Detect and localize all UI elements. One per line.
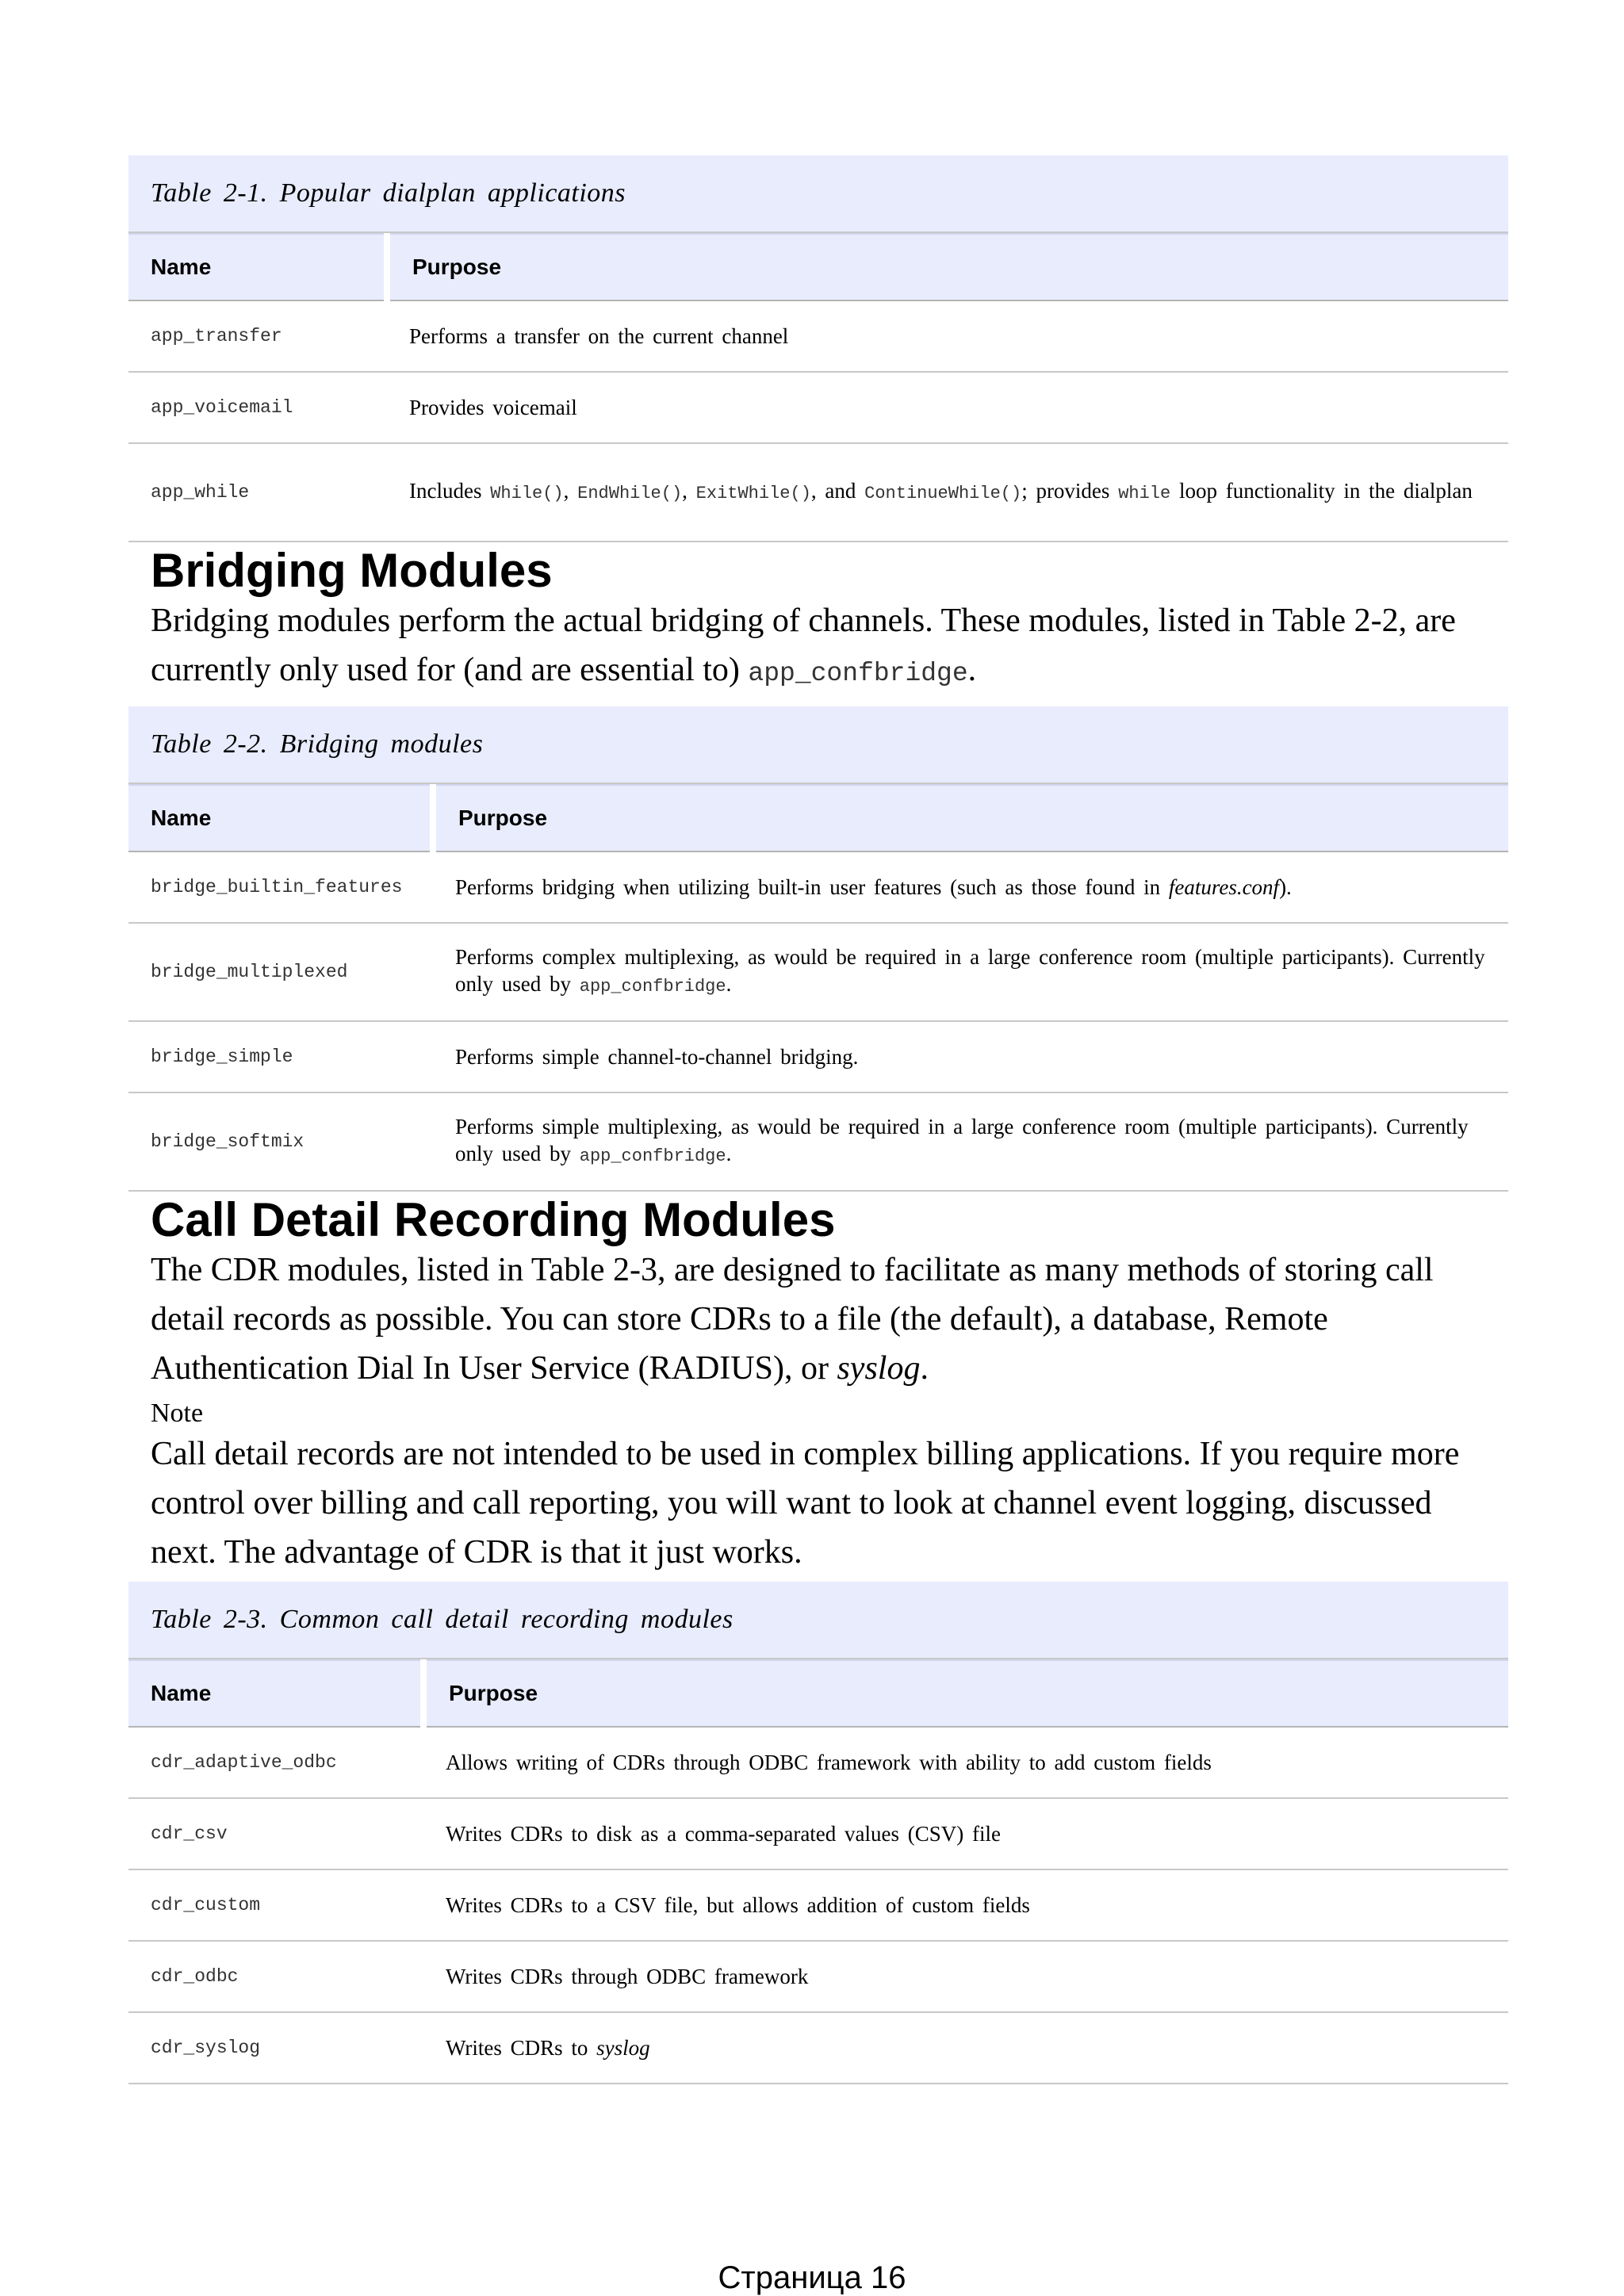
cell-name: bridge_softmix bbox=[128, 1093, 433, 1191]
note-label: Note bbox=[151, 1399, 204, 1428]
cell-purpose: Writes CDRs to disk as a comma-separated values (CSV) file bbox=[423, 1798, 1508, 1869]
cell-purpose: Performs bridging when utilizing built-in user features (such as those found in features.conf). bbox=[433, 851, 1508, 923]
table-row bbox=[128, 923, 1508, 1021]
section-heading-bridging: Bridging Modules bbox=[151, 544, 553, 597]
document-page bbox=[128, 155, 1508, 2084]
table-row bbox=[128, 1093, 1508, 1191]
cell-name: cdr_custom bbox=[128, 1869, 423, 1941]
table-header-row bbox=[128, 1660, 1508, 1727]
cell-name: cdr_syslog bbox=[128, 2012, 423, 2084]
cell-purpose: Performs simple channel-to-channel bridging. bbox=[433, 1021, 1508, 1093]
column-header-name: Name bbox=[128, 234, 387, 300]
table-header-row bbox=[128, 234, 1508, 300]
cell-purpose: Provides voicemail bbox=[387, 372, 1508, 443]
table-row bbox=[128, 1798, 1508, 1869]
table-header-row bbox=[128, 785, 1508, 851]
cell-purpose: Writes CDRs to syslog bbox=[423, 2012, 1508, 2084]
column-header-name: Name bbox=[128, 785, 433, 851]
table-row bbox=[128, 851, 1508, 923]
section-heading-cdr: Call Detail Recording Modules bbox=[151, 1193, 836, 1246]
section-paragraph-bridging: Bridging modules perform the actual bridging of channels. These modules, listed in Table 2-2, are currently only used for (and are essential to) app_confbridge. bbox=[151, 603, 1456, 688]
cell-name: app_voicemail bbox=[128, 372, 387, 443]
cell-purpose: Writes CDRs to a CSV file, but allows addition of custom fields bbox=[423, 1869, 1508, 1941]
table-row bbox=[128, 1869, 1508, 1941]
table-row bbox=[128, 1941, 1508, 2012]
cell-name: cdr_odbc bbox=[128, 1941, 423, 2012]
table-row bbox=[128, 1727, 1508, 1798]
cell-name: app_transfer bbox=[128, 300, 387, 372]
table-caption-2-2: Table 2-2. Bridging modules bbox=[128, 706, 1508, 784]
note-text: Call detail records are not intended to be used in complex billing applications. If you require more control over billing and call reporting, you will want to look at channel event logging, discussed next. The advantage of CDR is that it just works. bbox=[151, 1436, 1460, 1571]
cell-purpose: Writes CDRs through ODBC framework bbox=[423, 1941, 1508, 2012]
column-header-purpose: Purpose bbox=[387, 234, 1508, 300]
table-cdr-modules bbox=[128, 1659, 1508, 2084]
cell-purpose: Includes While(), EndWhile(), ExitWhile(), and ContinueWhile(); provides while loop functionality in the dialplan bbox=[387, 443, 1508, 541]
cell-purpose: Performs complex multiplexing, as would be required in a large conference room (multiple participants). Currently only used by app_confbridge. bbox=[433, 923, 1508, 1021]
cell-purpose: Performs simple multiplexing, as would be required in a large conference room (multiple participants). Currently only used by app_confbridge. bbox=[433, 1093, 1508, 1191]
cell-name: bridge_multiplexed bbox=[128, 923, 433, 1021]
column-header-purpose: Purpose bbox=[433, 785, 1508, 851]
table-caption-2-3: Table 2-3. Common call detail recording modules bbox=[128, 1582, 1508, 1659]
table-row bbox=[128, 2012, 1508, 2084]
cell-name: cdr_adaptive_odbc bbox=[128, 1727, 423, 1798]
cell-name: app_while bbox=[128, 443, 387, 541]
cell-purpose: Allows writing of CDRs through ODBC framework with ability to add custom fields bbox=[423, 1727, 1508, 1798]
table-bridging-modules bbox=[128, 784, 1508, 1192]
cell-name: bridge_builtin_features bbox=[128, 851, 433, 923]
section-paragraph-cdr: The CDR modules, listed in Table 2-3, are designed to facilitate as many methods of storing call detail records as possible. You can store CDRs to a file (the default), a database, Remote Authentication Dial In User Service (RADIUS), or syslog. bbox=[151, 1252, 1434, 1387]
column-header-name: Name bbox=[128, 1660, 423, 1727]
cell-name: cdr_csv bbox=[128, 1798, 423, 1869]
table-row bbox=[128, 443, 1508, 541]
table-dialplan-applications bbox=[128, 233, 1508, 542]
table-row bbox=[128, 372, 1508, 443]
table-caption-2-1: Table 2-1. Popular dialplan applications bbox=[128, 155, 1508, 233]
page-number-footer: Страница 16 bbox=[718, 2260, 906, 2295]
cell-purpose: Performs a transfer on the current channel bbox=[387, 300, 1508, 372]
table-row bbox=[128, 1021, 1508, 1093]
table-row bbox=[128, 300, 1508, 372]
column-header-purpose: Purpose bbox=[423, 1660, 1508, 1727]
cell-name: bridge_simple bbox=[128, 1021, 433, 1093]
